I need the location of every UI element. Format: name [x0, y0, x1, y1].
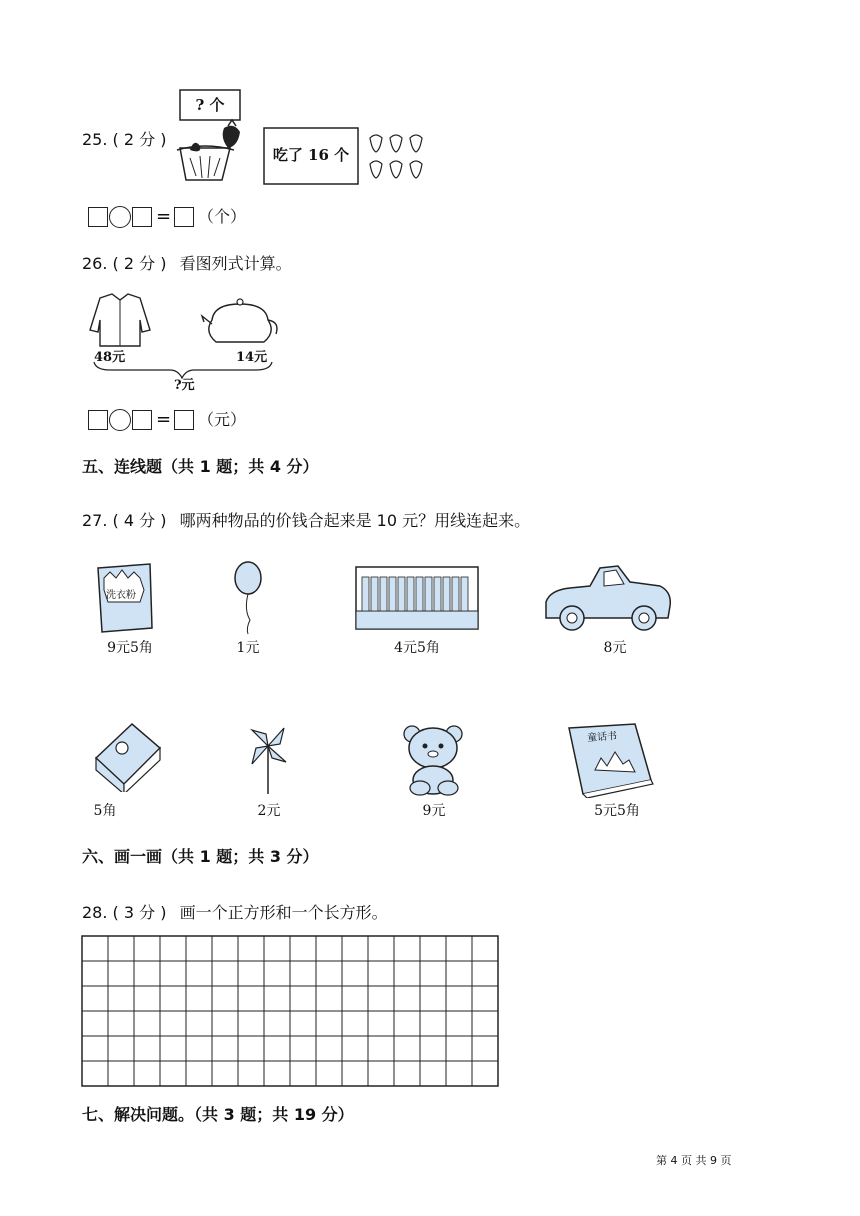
operator-circle[interactable]: [109, 409, 131, 431]
q26-text: 看图列式计算。: [179, 254, 292, 273]
operator-circle[interactable]: [109, 206, 131, 228]
pinwheel-item[interactable]: [246, 724, 290, 796]
storybook-item[interactable]: [565, 722, 655, 798]
detergent-label: 洗衣粉: [106, 590, 136, 601]
teapot-price: 14元: [236, 350, 268, 365]
jacket-price: 48元: [94, 350, 126, 365]
q26-equation: [88, 408, 288, 432]
q26-illustration: [80, 290, 290, 393]
q25-equation: [88, 205, 288, 229]
balloon-item[interactable]: [228, 560, 268, 636]
answer-box[interactable]: [132, 207, 152, 227]
equals-sign: =: [156, 206, 172, 227]
answer-box[interactable]: [88, 207, 108, 227]
price-storybook: 5元5角: [594, 803, 640, 819]
price-balloon: 1元: [236, 640, 260, 656]
page-footer: 第 4 页 共 9 页: [656, 1154, 732, 1167]
equals-sign: =: [156, 409, 172, 430]
q26-label: [82, 253, 292, 275]
q27-label: [82, 510, 530, 532]
answer-box[interactable]: [174, 207, 194, 227]
q25-unit: （个）: [198, 207, 247, 226]
q27-text: 哪两种物品的价钱合起来是 10 元？用线连起来。: [179, 511, 531, 530]
price-sharpener: 5角: [93, 803, 117, 819]
section-7-title: 七、解决问题。（共 3 题；共 19 分）: [82, 1105, 354, 1124]
answer-box[interactable]: [174, 410, 194, 430]
detergent-item[interactable]: [90, 560, 160, 636]
q28-text: 画一个正方形和一个长方形。: [179, 903, 388, 922]
toy-car-item[interactable]: [540, 562, 676, 634]
price-pinwheel: 2元: [257, 803, 281, 819]
price-toy-car: 8元: [603, 640, 627, 656]
sharpener-item[interactable]: [92, 718, 164, 792]
drawing-grid[interactable]: [81, 935, 499, 1087]
storybook-label: 童话书: [586, 730, 618, 745]
q26-number: 26. ( 2 分 ): [82, 254, 167, 273]
q28-label: [82, 902, 388, 924]
price-teddy-bear: 9元: [422, 803, 446, 819]
price-crayons: 4元5角: [394, 640, 440, 656]
q25-bubble-text: ? 个: [195, 96, 225, 114]
total-price: ?元: [174, 378, 195, 393]
section-5-title: 五、连线题（共 1 题；共 4 分）: [82, 457, 319, 476]
q25-illustration: [172, 88, 434, 190]
q26-unit: （元）: [198, 410, 247, 429]
q28-number: 28. ( 3 分 ): [82, 903, 167, 922]
q27-number: 27. ( 4 分 ): [82, 511, 167, 530]
q25-eaten-text: 吃了 16 个: [272, 146, 350, 164]
crayon-box-item[interactable]: [354, 565, 480, 631]
price-detergent: 9元5角: [107, 640, 153, 656]
answer-box[interactable]: [88, 410, 108, 430]
q25-label: 25. ( 2 分 ): [82, 130, 167, 149]
answer-box[interactable]: [132, 410, 152, 430]
teddy-bear-item[interactable]: [398, 722, 472, 796]
section-6-title: 六、画一画（共 1 题；共 3 分）: [82, 847, 319, 866]
